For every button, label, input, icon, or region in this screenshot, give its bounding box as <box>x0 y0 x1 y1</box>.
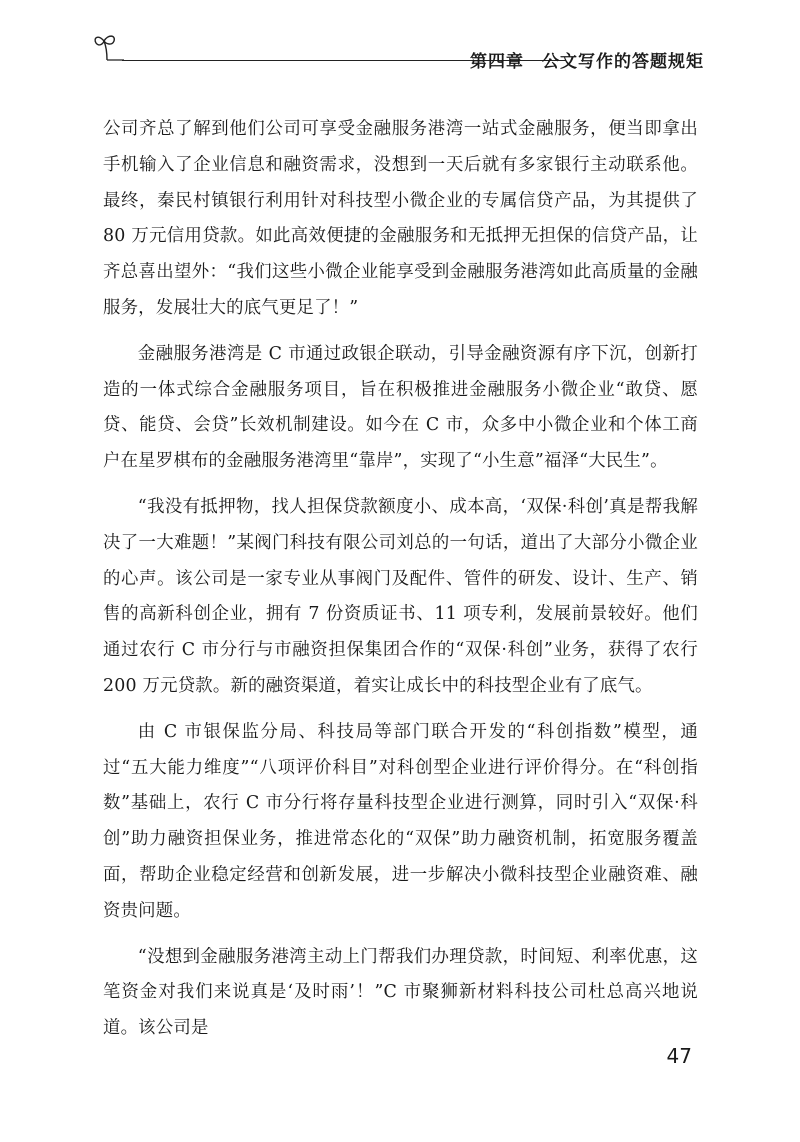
sprout-icon <box>92 32 132 62</box>
chapter-number: 第四章 <box>470 52 524 72</box>
paragraph: 金融服务港湾是 C 市通过政银企联动，引导金融资源有序下沉，创新打造的一体式综合金融服务项目，旨在积极推进金融服务小微企业“敢贷、愿贷、能贷、会贷”长效机制建设。如今在 C 市，众多中小微企业和个体工商户在星罗棋布的金融服务港湾里“靠岸”，实现了“小生意”福泽“大民生”。 <box>103 343 698 472</box>
chapter-heading <box>470 47 704 72</box>
paragraph: 由 C 市银保监分局、科技局等部门联合开发的“科创指数”模型，通过“五大能力维度”“八项评价科目”对科创型企业进行评价得分。在“科创指数”基础上，农行 C 市分行将存量科技型企业进行测算，同时引入“双保·科创”助力融资担保业务，推进常态化的“双保”助力融资机制，拓宽服务覆盖面，帮助企业稳定经营和创新发展，进一步解决小微科技型企业融资难、融资贵问题。 <box>103 721 698 921</box>
body-text <box>103 112 698 1057</box>
paragraph: 公司齐总了解到他们公司可享受金融服务港湾一站式金融服务，便当即拿出手机输入了企业信息和融资需求，没想到一天后就有多家银行主动联系他。最终，秦民村镇银行利用针对科技型小微企业的专属信贷产品，为其提供了 80 万元信用贷款。如此高效便捷的金融服务和无抵押无担保的信贷产品，让齐总喜出望外：“我们这些小微企业能享受到金融服务港湾如此高质量的金融服务，发展壮大的底气更足了！” <box>103 119 698 318</box>
paragraph: “没想到金融服务港湾主动上门帮我们办理贷款，时间短、利率优惠，这笔资金对我们来说真是‘及时雨’！”C 市聚狮新材料科技公司杜总高兴地说道。该公司是 <box>103 946 698 1039</box>
page-number: 47 <box>666 1044 692 1068</box>
running-header <box>92 30 704 70</box>
chapter-title: 公文写作的答题规矩 <box>542 52 704 72</box>
paragraph: “我没有抵押物，找人担保贷款额度小、成本高，‘双保·科创’真是帮我解决了一大难题！”某阀门科技有限公司刘总的一句话，道出了大部分小微企业的心声。该公司是一家专业从事阀门及配件、管件的研发、设计、生产、销售的高新科创企业，拥有 7 份资质证书、11 项专利，发展前景较好。他们通过农行 C 市分行与市融资担保集团合作的“双保·科创”业务，获得了农行 200 万元贷款。新的融资渠道，着实让成长中的科技型企业有了底气。 <box>103 496 698 696</box>
